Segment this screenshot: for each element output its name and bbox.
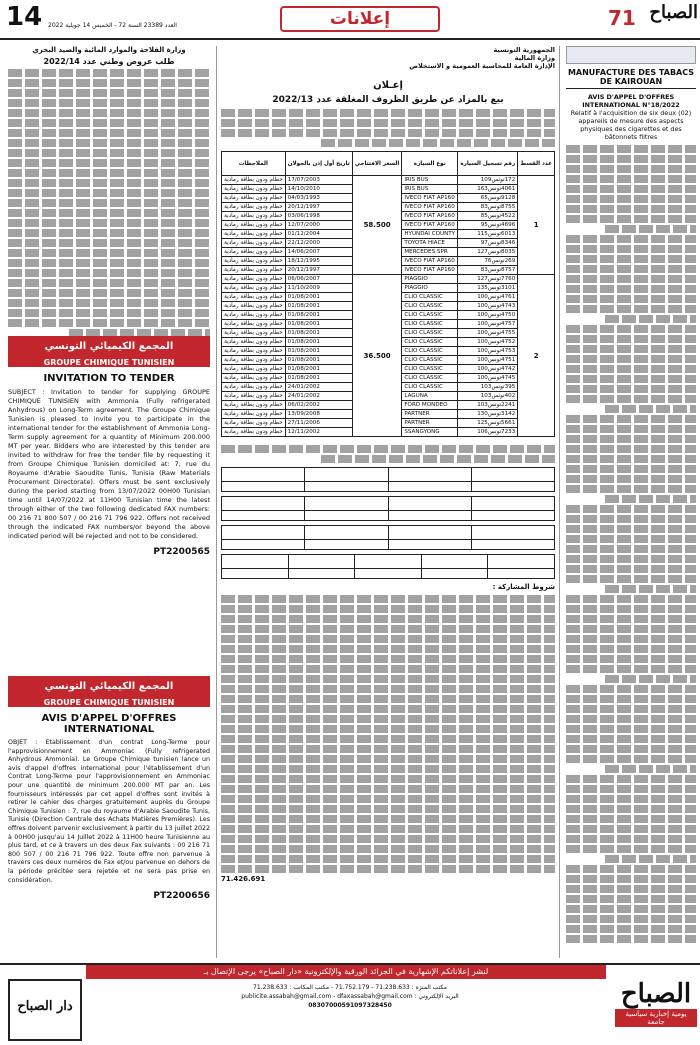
text-line xyxy=(566,285,696,293)
text-line xyxy=(605,495,696,503)
text-line xyxy=(566,935,696,943)
text-line xyxy=(566,755,696,763)
avis-title: AVIS D'APPEL D'OFFRES INTERNATIONAL xyxy=(41,713,177,735)
table-cell: IRIS BUS xyxy=(402,176,458,185)
lot4-table xyxy=(221,496,555,521)
table-cell: 5661تونس125 xyxy=(458,419,518,428)
text-line xyxy=(566,215,696,223)
lot6-table xyxy=(221,554,555,579)
table-cell: 395تونس103 xyxy=(458,383,518,392)
table-header-0: الملاحظات xyxy=(222,152,286,176)
table-cell: حطام ودون بطاقة رمادية xyxy=(222,356,286,365)
table-cell: 8755تونس83 xyxy=(458,203,518,212)
right-column xyxy=(566,46,696,958)
table-cell: 01/08/2001 xyxy=(285,338,352,347)
table-cell: 4745تونس100 xyxy=(458,374,518,383)
table-cell: 4751تونس100 xyxy=(458,356,518,365)
table-header-3: نوع السيارة xyxy=(402,152,458,176)
table-cell: 01/08/2001 xyxy=(285,293,352,302)
table-cell: حطام ودون بطاقة رمادية xyxy=(222,329,286,338)
company-banner-2: المجمع الكيميائي التونسي xyxy=(8,676,210,698)
table-cell: 3101تونس135 xyxy=(458,284,518,293)
table-cell: حطام ودون بطاقة رمادية xyxy=(222,374,286,383)
table-cell: 01/08/2001 xyxy=(285,356,352,365)
text-line xyxy=(566,415,696,423)
text-line xyxy=(566,305,696,313)
table-cell: 03/06/1998 xyxy=(285,212,352,221)
lot-number: 2 xyxy=(518,275,555,437)
mtk-avis-title: AVIS D'APPEL D'OFFRES INTERNATIONAL N°18/2022 xyxy=(582,93,680,109)
table-cell: MERCEDES SPR xyxy=(402,248,458,257)
conditions-text xyxy=(221,595,555,873)
table-cell: 06/06/2007 xyxy=(285,275,352,284)
notice-subtitle: بيع بالمزاد عن طريق الظروف المغلقة عدد 2022/13 xyxy=(272,95,504,105)
table-cell: 8757تونس83 xyxy=(458,266,518,275)
table-cell: حطام ودون بطاقة رمادية xyxy=(222,266,286,275)
conditions-title: شروط المشاركة : xyxy=(492,583,555,591)
table-cell: حطام ودون بطاقة رمادية xyxy=(222,365,286,374)
table-cell: CLIO CLASSIC xyxy=(402,338,458,347)
text-line xyxy=(566,485,696,493)
text-line xyxy=(566,645,696,653)
issue-meta: العدد 23389 السنة 72 - الخميس 14 جويلية 2022 xyxy=(48,22,177,29)
text-line xyxy=(566,815,696,823)
table-cell: حطام ودون بطاقة رمادية xyxy=(222,392,286,401)
table-cell: 13/09/2008 xyxy=(285,410,352,419)
table-cell: PARTNER xyxy=(402,419,458,428)
ref-number-1: PT2200565 xyxy=(153,547,210,557)
table-cell: 01/08/2001 xyxy=(285,365,352,374)
company-banner: المجمع الكيميائي التونسي xyxy=(8,336,210,358)
vehicles-table xyxy=(221,151,555,437)
logo-text: الصباح xyxy=(649,2,698,23)
section-title: إعلانات xyxy=(280,6,440,32)
text-line xyxy=(566,515,696,523)
table-cell: 20/12/1997 xyxy=(285,203,352,212)
text-line xyxy=(566,535,696,543)
text-line xyxy=(566,725,696,733)
table-cell: حطام ودون بطاقة رمادية xyxy=(222,257,286,266)
table-cell: 06/02/2002 xyxy=(285,401,352,410)
page-header xyxy=(0,0,700,40)
table-cell: حطام ودون بطاقة رمادية xyxy=(222,320,286,329)
table-cell: 24/01/2002 xyxy=(285,392,352,401)
table-cell: 4757تونس100 xyxy=(458,320,518,329)
table-cell: PIAGGIO xyxy=(402,284,458,293)
ar-text-block xyxy=(8,69,210,337)
text-line xyxy=(566,445,696,453)
text-line xyxy=(566,875,696,883)
table-cell: حطام ودون بطاقة رمادية xyxy=(222,248,286,257)
table-cell: 4755تونس100 xyxy=(458,329,518,338)
table-header-2: السعر الافتتاحي xyxy=(352,152,402,176)
table-cell: 17/07/2003 xyxy=(285,176,352,185)
text-line xyxy=(566,255,696,263)
table-cell: CLIO CLASSIC xyxy=(402,383,458,392)
table-cell: حطام ودون بطاقة رمادية xyxy=(222,185,286,194)
text-line xyxy=(566,265,696,273)
footer-contacts: مكتب المنزه : 71.238.633 - 71.752.179 - مكتب المكاتب : 71.238.633 البريد الإلكتروني : publicite.assabah@gmail.com - dfaxassabah@gmail.com 08307000591097328450 xyxy=(241,984,459,1009)
text-line xyxy=(605,855,696,863)
assabah-logo: الصباح يومية إخبارية سياسية جامعة xyxy=(615,979,697,1041)
text-line xyxy=(566,145,696,153)
table-cell: 4761تونس100 xyxy=(458,293,518,302)
dept-label: الإدارة العامة للمحاسبة العمومية و الاستخلاص xyxy=(409,62,555,70)
text-line xyxy=(605,765,696,773)
text-line xyxy=(566,925,696,933)
notice-title: إعـلان xyxy=(373,80,403,91)
table-header-1: تاريخ أول إذن بالجولان xyxy=(285,152,352,176)
text-line xyxy=(566,655,696,663)
ar-ministry: وزارة الفلاحة والموارد المائية والصيد البحري xyxy=(32,46,186,54)
table-cell: SSANGYONG xyxy=(402,428,458,437)
mtk-title: MANUFACTURE DES TABACS DE KAIROUAN xyxy=(566,68,696,89)
text-line xyxy=(605,675,696,683)
text-line xyxy=(605,225,696,233)
table-cell: حطام ودون بطاقة رمادية xyxy=(222,338,286,347)
table-cell: 402تونس103 xyxy=(458,392,518,401)
table-cell: حطام ودون بطاقة رمادية xyxy=(222,176,286,185)
table-cell: 01/08/2001 xyxy=(285,374,352,383)
lot-number: 1 xyxy=(518,176,555,275)
table-cell: 01/08/2001 xyxy=(285,347,352,356)
lot5-table xyxy=(221,525,555,550)
republic-label: الجمهورية التونسية xyxy=(493,46,555,54)
text-line xyxy=(566,195,696,203)
table-cell: FORD MONDEO xyxy=(402,401,458,410)
text-line xyxy=(566,385,696,393)
notice-ref: 71.426.691 xyxy=(221,875,266,883)
table-cell: حطام ودون بطاقة رمادية xyxy=(222,284,286,293)
table-cell: 14/06/2007 xyxy=(285,248,352,257)
table-cell: 7233تونس106 xyxy=(458,428,518,437)
text-line xyxy=(566,205,696,213)
text-line xyxy=(605,585,696,593)
text-line xyxy=(566,375,696,383)
table-cell: 6013تونس115 xyxy=(458,230,518,239)
lot-price: 36.500 xyxy=(352,275,402,437)
text-line xyxy=(566,835,696,843)
text-line xyxy=(566,555,696,563)
table-cell: CLIO CLASSIC xyxy=(402,329,458,338)
table-cell: 8346تونس97 xyxy=(458,239,518,248)
table-cell: HYUNDAI COUNTY xyxy=(402,230,458,239)
logo-number: 71 xyxy=(608,6,636,30)
table-cell: 2241تونس103 xyxy=(458,401,518,410)
table-cell: 269تونس76 xyxy=(458,257,518,266)
table-cell: 4752تونس100 xyxy=(458,338,518,347)
text-line xyxy=(566,785,696,793)
ministry-label: وزارة المالية xyxy=(514,54,555,62)
table-cell: 4750تونس100 xyxy=(458,311,518,320)
text-line xyxy=(566,425,696,433)
text-line xyxy=(566,465,696,473)
table-cell: 4742تونس100 xyxy=(458,365,518,374)
table-cell: IVECO FIAT AP160 xyxy=(402,257,458,266)
text-line xyxy=(566,565,696,573)
text-line xyxy=(566,235,696,243)
table-header-row xyxy=(222,152,555,176)
middle-column xyxy=(216,46,560,958)
table-cell: حطام ودون بطاقة رمادية xyxy=(222,428,286,437)
table-cell: 27/11/2006 xyxy=(285,419,352,428)
small-tables-block xyxy=(221,445,555,463)
text-line xyxy=(566,325,696,333)
text-line xyxy=(566,185,696,193)
text-line xyxy=(566,795,696,803)
text-line xyxy=(566,605,696,613)
text-line xyxy=(566,275,696,283)
table-cell: حطام ودون بطاقة رمادية xyxy=(222,203,286,212)
table-cell: حطام ودون بطاقة رمادية xyxy=(222,275,286,284)
table-cell: 14/10/2010 xyxy=(285,185,352,194)
text-line xyxy=(566,455,696,463)
lot3-table xyxy=(221,467,555,492)
text-line xyxy=(566,885,696,893)
table-cell: IVECO FIAT AP160 xyxy=(402,212,458,221)
table-cell: 20/12/1997 xyxy=(285,266,352,275)
table-cell: 7760تونس127 xyxy=(458,275,518,284)
table-cell: CLIO CLASSIC xyxy=(402,302,458,311)
table-cell: حطام ودون بطاقة رمادية xyxy=(222,419,286,428)
table-cell: IRIS BUS xyxy=(402,185,458,194)
text-line xyxy=(566,685,696,693)
table-cell: 01/08/2001 xyxy=(285,320,352,329)
table-cell: IVECO FIAT AP160 xyxy=(402,194,458,203)
table-cell: 4522تونس85 xyxy=(458,212,518,221)
text-line xyxy=(566,825,696,833)
table-cell: LAGUNA xyxy=(402,392,458,401)
text-line xyxy=(566,915,696,923)
text-line xyxy=(566,615,696,623)
table-cell: 4696تونس95 xyxy=(458,221,518,230)
page-number: 14 xyxy=(6,2,43,32)
page-footer xyxy=(0,963,700,1045)
table-cell: CLIO CLASSIC xyxy=(402,374,458,383)
avis-text: OBJET : Etablissement d'un contrat Long-Terme pour l'approvisionnement en Ammoniac (Fully refrigerated Anhydrous Ammonia). Le Groupe Chimique tunisien lance un avis d'appel d'offres international pour l'établissement d'un Contrat Long-Terme pour l'approvisionnement en Ammoniac pour une quantité de minimum 200.000 MT par an. Les fournisseurs intéressés par cet appel d'offres sont invités à retirer le cahier des charges gratuitement auprès du Groupe Chimique Tunisien : 7, rue du royaume d'Arabie Saoudite Tunis, Tunisie (Direction Centrale des Achats Matières Premières). Les offres doivent parvenir exclusivement à partir du 13 juillet 2022 à 00H00 jusqu'au 14 Juillet 2022 à 11H00 heure Tunisienne au plus tard, et ce à travers un des deux Fax suivants : 00 216 71 800 507 / 00 216 71 796 922. Toute offre non parvenue à travers ces deux numéros de Fax et/ou parvenue en dehors de la période précitée sera rejetée et ne sera pas prise en considération. xyxy=(8,739,210,884)
text-line xyxy=(566,805,696,813)
table-cell: حطام ودون بطاقة رمادية xyxy=(222,410,286,419)
text-line xyxy=(566,355,696,363)
text-line xyxy=(566,905,696,913)
text-line xyxy=(566,735,696,743)
table-cell: حطام ودون بطاقة رمادية xyxy=(222,293,286,302)
text-line xyxy=(566,595,696,603)
table-cell: 01/08/2001 xyxy=(285,302,352,311)
table-cell: CLIO CLASSIC xyxy=(402,365,458,374)
text-line xyxy=(566,745,696,753)
table-cell: حطام ودون بطاقة رمادية xyxy=(222,347,286,356)
text-line xyxy=(605,405,696,413)
text-line xyxy=(566,335,696,343)
text-line xyxy=(566,505,696,513)
table-cell: 01/12/2004 xyxy=(285,230,352,239)
text-line xyxy=(566,365,696,373)
table-cell: PIAGGIO xyxy=(402,275,458,284)
table-cell: حطام ودون بطاقة رمادية xyxy=(222,221,286,230)
text-line xyxy=(566,775,696,783)
text-line xyxy=(566,625,696,633)
table-cell: 4061تونس163 xyxy=(458,185,518,194)
table-cell: 11/10/2009 xyxy=(285,284,352,293)
table-header-4: رقم تسجيل السيارة xyxy=(458,152,518,176)
table-cell: 9128تونس65 xyxy=(458,194,518,203)
text-line xyxy=(566,575,696,583)
table-cell: TOYOTA HIACE xyxy=(402,239,458,248)
left-column xyxy=(8,46,210,958)
dar-assabah-logo: دار الصباح xyxy=(8,979,82,1041)
table-cell: 01/08/2001 xyxy=(285,329,352,338)
table-cell: CLIO CLASSIC xyxy=(402,347,458,356)
mtk-logo xyxy=(566,46,696,64)
table-cell: حطام ودون بطاقة رمادية xyxy=(222,401,286,410)
text-line xyxy=(605,315,696,323)
text-line xyxy=(566,435,696,443)
text-line xyxy=(566,295,696,303)
table-cell: CLIO CLASSIC xyxy=(402,293,458,302)
lot-price: 58.500 xyxy=(352,176,402,275)
table-cell: 3142تونس130 xyxy=(458,410,518,419)
table-cell: 172تونس109 xyxy=(458,176,518,185)
ref-number-2: PT2200656 xyxy=(153,891,210,902)
table-cell: حطام ودون بطاقة رمادية xyxy=(222,230,286,239)
table-row xyxy=(222,176,555,185)
table-cell: IVECO FIAT AP160 xyxy=(402,203,458,212)
table-header-5: عدد القسط xyxy=(518,152,555,176)
text-line xyxy=(566,635,696,643)
table-cell: 4753تونس100 xyxy=(458,347,518,356)
table-cell: CLIO CLASSIC xyxy=(402,356,458,365)
text-line xyxy=(566,895,696,903)
table-cell: PARTNER xyxy=(402,410,458,419)
table-cell: 8035تونس127 xyxy=(458,248,518,257)
mtk-body xyxy=(566,145,696,943)
text-line xyxy=(566,715,696,723)
table-cell: حطام ودون بطاقة رمادية xyxy=(222,302,286,311)
text-line xyxy=(566,665,696,673)
table-cell: 22/12/2000 xyxy=(285,239,352,248)
invitation-title: INVITATION TO TENDER xyxy=(43,373,175,384)
table-cell: CLIO CLASSIC xyxy=(402,311,458,320)
table-row xyxy=(222,275,555,284)
table-cell: 18/12/1995 xyxy=(285,257,352,266)
invitation-text: SUBJECT : Invitation to tender for supplying GROUPE CHIMIQUE TUNISIEN with Ammonia (Fully refrigerated Anhydrous) on Long-Term agreement. The Groupe Chimique Tunisien is pleased to invite you to participate in the international tender for the establishment of Ammonia Long-Term supply agreement for a quantity of Minimum 200.000 MT per year. Bidders who are interested by this tender are invited to withdraw for free the tender file by requesting it from Groupe Chimique Tunisien domiciled at: 7, rue du Royaume d'Arabie Saoudite Tunis, Tunisia (Raw Materials Procurement Directorate). Offers must be sent exclusively during the period starting from 13/07/2022 00H00 Tunisian time until 14/07/2022 at 11H00 Tunisian time the latest through either of the two following dedicated FAX numbers: 00 216 71 800 507 / 00 216 71 796 922. Offers not received through the indicated FAX numbers/or beyond the above indicated period will be rejected and not to be considered. xyxy=(8,388,210,540)
gct-notice-2: المجمع الكيميائي التونسي GROUPE CHIMIQUE TUNISIEN AVIS D'APPEL D'OFFRES INTERNATIONAL OBJET : Etablissement d'un contrat Long-Terme pour l'approvisionnement en Ammoniac (Fully refrigerated Anhydrous Ammonia). Le Groupe Chimique tunisien lance un avis d'appel d'offres international pour l'établissement d'un Contrat Long-Terme pour l'approvisionnement en Ammoniac pour une quantité de minimum 200.000 MT par an. Les fournisseurs intéressés par cet appel d'offres sont invités à retirer le cahier des charges gratuitement auprès du Groupe Chimique Tunisien : 7, rue du royaume d'Arabie Saoudite Tunis, Tunisie (Direction Centrale des Achats Matières Premières). Les offres doivent parvenir exclusivement à partir du 13 juillet 2022 à 00H00 jusqu'au 14 Juillet 2022 à 11H00 heure Tunisienne au plus tard, et ce à travers un des deux Fax suivants : 00 216 71 800 507 / 00 216 71 796 922. Toute offre non parvenue à travers ces deux numéros de Fax et/ou parvenue en dehors de la période précitée sera rejetée et ne sera pas prise en considération. PT2200656 xyxy=(8,676,210,901)
notice-intro xyxy=(221,109,555,147)
table-cell: IVECO FIAT AP160 xyxy=(402,266,458,275)
table-cell: 24/01/2002 xyxy=(285,383,352,392)
text-line xyxy=(566,345,696,353)
text-line xyxy=(566,705,696,713)
text-line xyxy=(566,525,696,533)
table-cell: CLIO CLASSIC xyxy=(402,320,458,329)
text-line xyxy=(566,845,696,853)
text-line xyxy=(566,175,696,183)
table-cell: حطام ودون بطاقة رمادية xyxy=(222,383,286,392)
table-cell: 12/11/2002 xyxy=(285,428,352,437)
table-cell: 01/08/2001 xyxy=(285,311,352,320)
text-line xyxy=(566,155,696,163)
text-line xyxy=(566,245,696,253)
table-cell: حطام ودون بطاقة رمادية xyxy=(222,239,286,248)
ar-tender-title: طلب عروض وطني عدد 2022/14 xyxy=(43,57,175,66)
table-cell: 12/07/2000 xyxy=(285,221,352,230)
text-line xyxy=(566,545,696,553)
text-line xyxy=(566,475,696,483)
text-line xyxy=(566,395,696,403)
mtk-avis-sub: Relatif à l'acquisition de six deux (02) appareils de mesure des aspects physiques des cigarettes et des bâtonnets filtres xyxy=(570,109,692,141)
table-cell: حطام ودون بطاقة رمادية xyxy=(222,194,286,203)
text-line xyxy=(566,865,696,873)
text-line xyxy=(566,695,696,703)
table-cell: IVECO FIAT AP160 xyxy=(402,221,458,230)
table-cell: 04/03/1993 xyxy=(285,194,352,203)
newspaper-logo xyxy=(608,2,698,38)
gct-notice-1: المجمع الكيميائي التونسي GROUPE CHIMIQUE TUNISIEN INVITATION TO TENDER SUBJECT : Invitation to tender for supplying GROUPE CHIMIQUE TUNISIEN with Ammonia (Fully refrigerated Anhydrous) on Long-Term agreement. The Groupe Chimique Tunisien is pleased to invite you to participate in the international tender for the establishment of Ammonia Long-Term supply agreement for a quantity of Minimum 200.000 MT per year. Bidders who are interested by this tender are invited to withdraw for free the tender file by requesting it from Groupe Chimique Tunisien domiciled at: 7, rue du Royaume d'Arabie Saoudite Tunis, Tunisia (Raw Materials Procurement Directorate). Offers must be sent exclusively during the period starting from 13/07/2022 00H00 Tunisian time until 14/07/2022 at 11H00 Tunisian time the latest through either of the two following dedicated FAX numbers: 00 216 71 800 507 / 00 216 71 796 922. Offers not received through the indicated FAX numbers/or beyond the above indicated period will be rejected and not to be considered. PT2200565 xyxy=(8,336,210,557)
table-cell: 4743تونس100 xyxy=(458,302,518,311)
footer-banner: لنشر إعلاناتكم الإشهارية في الجرائد الورقية والإلكترونية «دار الصباح» يرجى الإتصال بـ xyxy=(86,965,606,979)
table-cell: حطام ودون بطاقة رمادية xyxy=(222,212,286,221)
text-line xyxy=(566,165,696,173)
table-cell: حطام ودون بطاقة رمادية xyxy=(222,311,286,320)
